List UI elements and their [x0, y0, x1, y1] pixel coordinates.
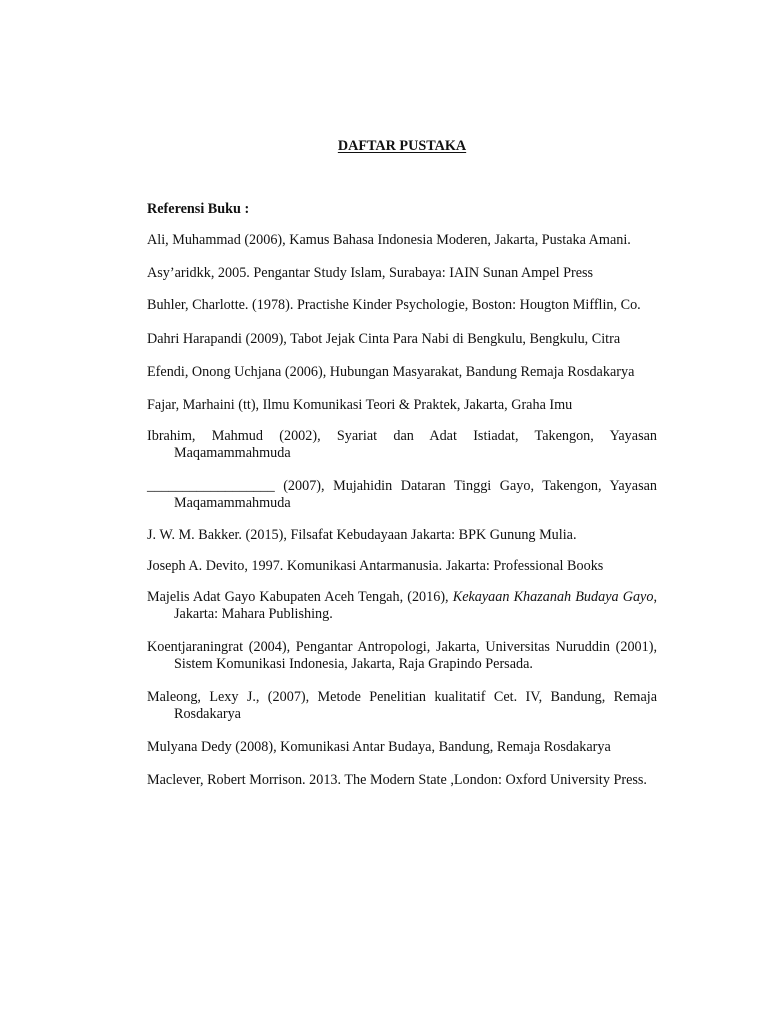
reference-item: Ali, Muhammad (2006), Kamus Bahasa Indonesia Moderen, Jakarta, Pustaka Amani.: [147, 232, 631, 248]
reference-text: Majelis Adat Gayo Kabupaten Aceh Tengah, (2016),: [147, 589, 453, 605]
reference-item: Fajar, Marhaini (tt), Ilmu Komunikasi Teori & Praktek, Jakarta, Graha Imu: [147, 397, 573, 413]
reference-item: Maclever, Robert Morrison. 2013. The Modern State ,London: Oxford University Press.: [147, 772, 647, 788]
reference-item-italic: [147, 589, 657, 623]
section-heading: Referensi Buku :: [147, 201, 250, 217]
reference-item: Koentjaraningrat (2004), Pengantar Antropologi, Jakarta, Universitas Nuruddin (2001), Sistem Komunikasi Indonesia, Jakarta, Raja Grapindo Persada.: [147, 639, 657, 672]
reference-item: Mulyana Dedy (2008), Komunikasi Antar Budaya, Bandung, Remaja Rosdakarya: [147, 739, 611, 755]
reference-item: __________________ (2007), Mujahidin Dataran Tinggi Gayo, Takengon, Yayasan Maqamammahmuda: [147, 478, 657, 511]
reference-item: Buhler, Charlotte. (1978). Practishe Kinder Psychologie, Boston: Hougton Mifflin, Co.: [147, 297, 641, 313]
reference-item: Dahri Harapandi (2009), Tabot Jejak Cinta Para Nabi di Bengkulu, Bengkulu, Citra: [147, 331, 621, 347]
reference-list: [147, 232, 657, 805]
page-title: DAFTAR PUSTAKA: [337, 138, 467, 154]
reference-item: J. W. M. Bakker. (2015), Filsafat Kebudayaan Jakarta: BPK Gunung Mulia.: [147, 527, 577, 543]
reference-item: Efendi, Onong Uchjana (2006), Hubungan Masyarakat, Bandung Remaja Rosdakarya: [147, 364, 635, 380]
reference-item: Ibrahim, Mahmud (2002), Syariat dan Adat Istiadat, Takengon, Yayasan Maqamammahmuda: [147, 428, 657, 461]
reference-text: , Jakarta: Mahara Publishing.: [174, 589, 657, 622]
reference-item: Asy’aridkk, 2005. Pengantar Study Islam, Surabaya: IAIN Sunan Ampel Press: [147, 265, 594, 281]
reference-item: Joseph A. Devito, 1997. Komunikasi Antarmanusia. Jakarta: Professional Books: [147, 558, 604, 574]
reference-book-title: Kekayaan Khazanah Budaya Gayo: [452, 589, 654, 605]
reference-item: Maleong, Lexy J., (2007), Metode Penelitian kualitatif Cet. IV, Bandung, Remaja Rosdakarya: [147, 689, 657, 722]
